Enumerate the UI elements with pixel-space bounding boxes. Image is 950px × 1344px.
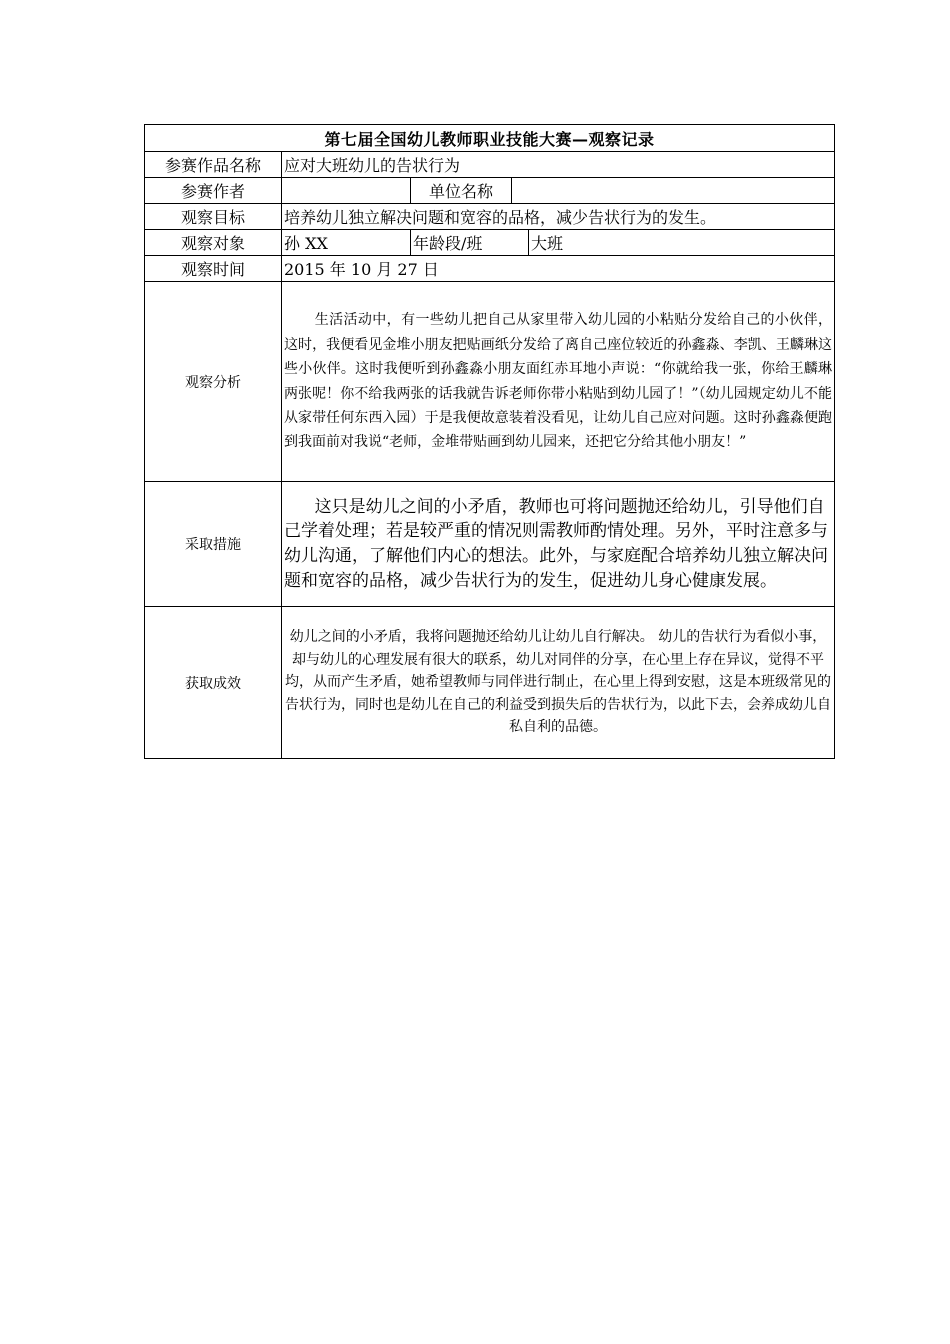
unit-name-value xyxy=(512,178,835,204)
measures-label: 采取措施 xyxy=(145,482,282,607)
analysis-text: 生活活动中，有一些幼儿把自己从家里带入幼儿园的小粘贴分发给自己的小伙伴，这时，我便看见金堆小朋友把贴画纸分发给了离自己座位较近的孙鑫淼、李凯、王麟琳这些小伙伴。这时我便听到孙鑫淼小朋友面红赤耳地小声说：“你就给我一张，你给王麟琳两张呢！你不给我两张的话我就告诉老师你带小粘贴到幼儿园了！”（幼儿园规定幼儿不能从家带任何东西入园）于是我便故意装着没看见，让幼儿自己应对问题。这时孙鑫淼便跑到我面前对我说“老师，金堆带贴画到幼儿园来，还把它分给其他小朋友！” xyxy=(282,282,835,482)
results-text: 幼儿之间的小矛盾，我将问题抛还给幼儿让幼儿自行解决。 幼儿的告状行为看似小事，却与幼儿的心理发展有很大的联系，幼儿对同伴的分享，在心里上存在异议，觉得不平均，从而产生矛盾，她希望教师与同伴进行制止，在心里上得到安慰，这是本班级常见的告状行为，同时也是幼儿在自己的利益受到损失后的告状行为，以此下去，会养成幼儿自私自利的品德。 xyxy=(282,607,835,759)
time-label: 观察时间 xyxy=(145,256,282,282)
goal-value: 培养幼儿独立解决问题和宽容的品格，减少告状行为的发生。 xyxy=(282,204,835,230)
measures-text: 这只是幼儿之间的小矛盾，教师也可将问题抛还给幼儿，引导他们自己学着处理；若是较严重的情况则需教师酌情处理。另外，平时注意多与幼儿沟通，了解他们内心的想法。此外，与家庭配合培养幼儿独立解决问题和宽容的品格，减少告状行为的发生，促进幼儿身心健康发展。 xyxy=(282,482,835,607)
row-results xyxy=(145,607,835,759)
row-analysis xyxy=(145,282,835,482)
row-author xyxy=(145,178,835,204)
unit-name-label: 单位名称 xyxy=(411,178,512,204)
row-work-name xyxy=(145,152,835,178)
subject-label: 观察对象 xyxy=(145,230,282,256)
results-label: 获取成效 xyxy=(145,607,282,759)
table-title: 第七届全国幼儿教师职业技能大赛—观察记录 xyxy=(145,125,835,152)
goal-label: 观察目标 xyxy=(145,204,282,230)
row-goal xyxy=(145,204,835,230)
observation-record-table xyxy=(144,124,835,759)
subject-value: 孙 XX xyxy=(282,230,411,256)
work-name-value: 应对大班幼儿的告状行为 xyxy=(282,152,835,178)
analysis-label: 观察分析 xyxy=(145,282,282,482)
work-name-label: 参赛作品名称 xyxy=(145,152,282,178)
age-group-value: 大班 xyxy=(529,230,835,256)
row-subject xyxy=(145,230,835,256)
author-value xyxy=(282,178,411,204)
row-measures xyxy=(145,482,835,607)
age-group-label: 年龄段/班 xyxy=(411,230,529,256)
row-time xyxy=(145,256,835,282)
author-label: 参赛作者 xyxy=(145,178,282,204)
time-value: 2015 年 10 月 27 日 xyxy=(282,256,835,282)
